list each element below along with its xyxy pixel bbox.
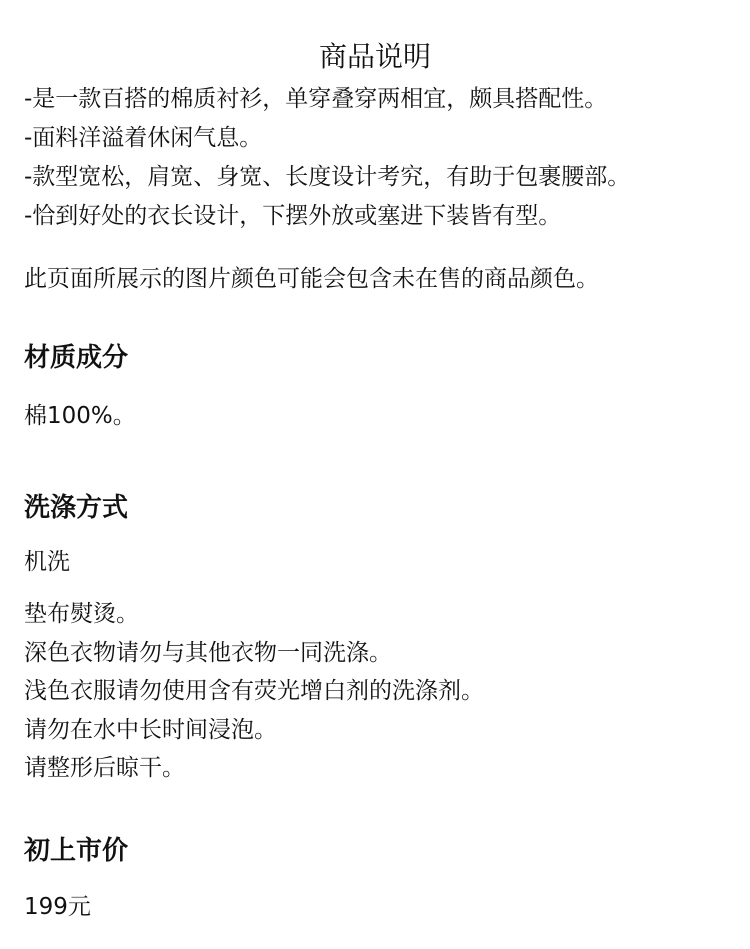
page-title: 商品说明 bbox=[318, 39, 431, 73]
feature-item: -恰到好处的衣长设计，下摆外放或塞进下装皆有型。 bbox=[24, 203, 562, 229]
feature-list bbox=[24, 80, 734, 236]
washing-heading: 洗涤方式 bbox=[24, 493, 129, 523]
care-instruction: 请勿在水中长时间浸泡。 bbox=[24, 716, 277, 743]
care-instruction: 请整形后晾干。 bbox=[24, 755, 185, 781]
care-instruction: 垫布熨烫。 bbox=[24, 601, 139, 627]
feature-item: -面料洋溢着休闲气息。 bbox=[24, 125, 263, 151]
washing-method: 机洗 bbox=[24, 549, 70, 575]
price-heading: 初上市价 bbox=[24, 836, 129, 866]
care-instructions bbox=[24, 595, 484, 788]
material-value: 棉100%。 bbox=[24, 403, 136, 429]
care-instruction: 浅色衣服请勿使用含有荧光增白剂的洗涤剂。 bbox=[24, 678, 484, 704]
color-disclaimer: 此页面所展示的图片颜色可能会包含未在售的商品颜色。 bbox=[24, 266, 599, 292]
feature-item: -是一款百搭的棉质衬衫，单穿叠穿两相宜，颇具搭配性。 bbox=[24, 86, 608, 112]
price-value: 199元 bbox=[24, 894, 91, 920]
feature-item: -款型宽松，肩宽、身宽、长度设计考究，有助于包裹腰部。 bbox=[24, 164, 631, 190]
care-instruction: 深色衣物请勿与其他衣物一同洗涤。 bbox=[24, 639, 392, 666]
material-heading: 材质成分 bbox=[24, 343, 129, 373]
